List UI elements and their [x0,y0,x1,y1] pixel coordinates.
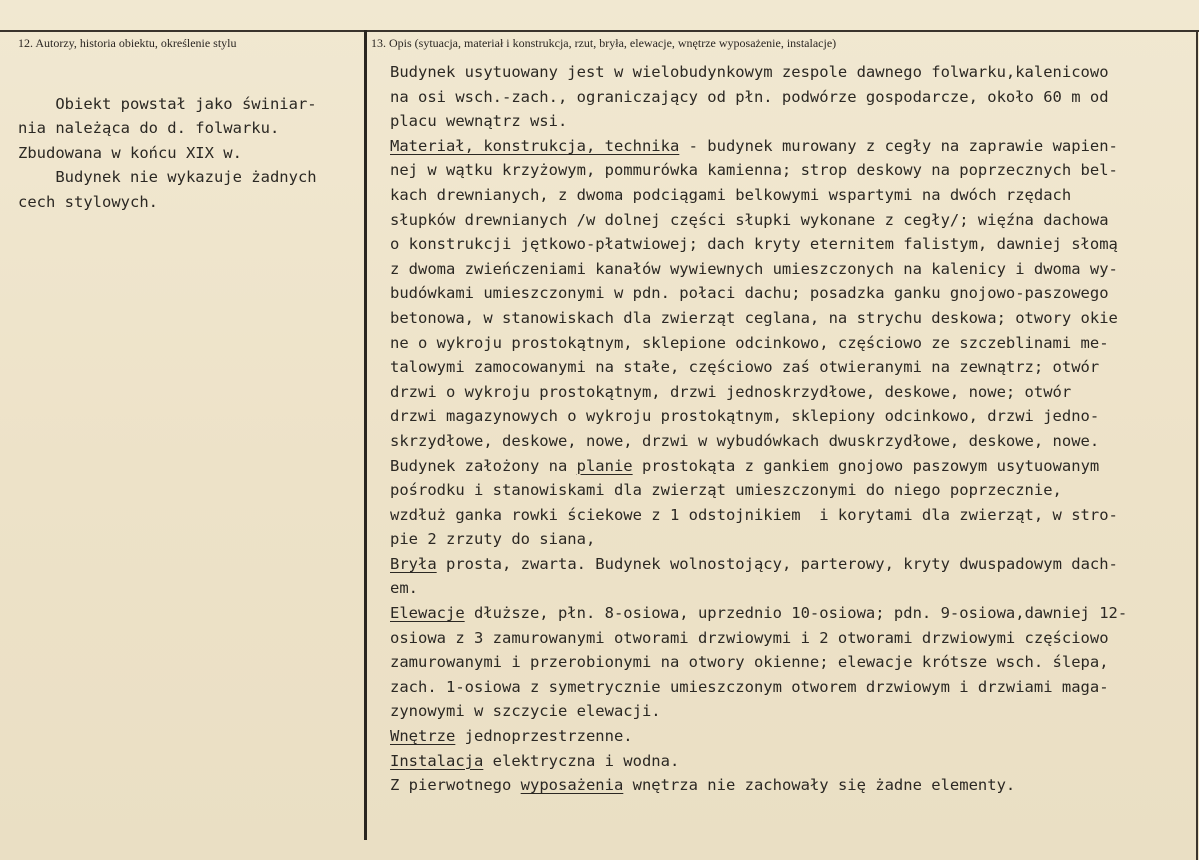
column-divider [364,30,367,840]
section-12-text [18,92,317,214]
text-line: Zbudowana w końcu XIX w. [18,143,242,162]
text-line: pośrodku i stanowiskami dla zwierząt umieszczonymi do niego poprzecznie, [390,481,1062,500]
text-line: Budynek usytuowany jest w wielobudynkowym zespole dawnego folwarku,kalenicowo [390,63,1109,81]
text-line: zach. 1-osiowa z symetrycznie umieszczonym otworem drzwiowym i drzwiami maga- [390,677,1109,696]
text-line: Obiekt powstał jako świniar- [18,95,317,113]
text-line: nej w wątku krzyżowym, pommurówka kamienna; strop deskowy na poprzecznych bel- [390,161,1118,180]
text-line: skrzydłowe, deskowe, nowe, drzwi w wybudówkach dwuskrzydłowe, deskowe, nowe. [390,431,1100,450]
text-line: Z pierwotnego wyposażenia wnętrza nie zachowały się żadne elementy. [390,776,1016,795]
section-12-header: 12. Autorzy, historia obiektu, określenie stylu [18,36,237,50]
text-line: ne o wykroju prostokątnym, sklepione odcinkowo, częściowo ze szczeblinami me- [390,333,1109,352]
text-line: Wnętrze jednoprzestrzenne. [390,727,633,746]
text-line: Budynek nie wykazuje żadnych [18,168,317,187]
text-line: słupków drewnianych /w dolnej części słupki wykonane z cegły/; więźna dachowa [390,210,1109,229]
text-line: nia należąca do d. folwarku. [18,119,280,138]
text-line: o konstrukcji jętkowo-płatwiowej; dach kryty eternitem falistym, dawniej słomą [390,235,1118,254]
text-line: pie 2 zrzuty do siana, [390,530,596,549]
text-line: drzwi o wykroju prostokątnym, drzwi jednoskrzydłowe, deskowe, nowe; otwór [390,382,1072,401]
text-line: placu wewnątrz wsi. [390,112,568,131]
text-line: zynowymi w szczycie elewacji. [390,702,661,721]
section-13-text [390,60,1127,798]
text-line: budówkami umieszczonymi w pdn. połaci dachu; posadzka ganku gnojowo-paszowego [390,284,1109,303]
text-line: z dwoma zwieńczeniami kanałów wywiewnych umieszczonych na kalenicy i dwoma wy- [390,259,1118,278]
right-border [1196,30,1198,860]
text-line: kach drewnianych, z dwoma podciągami belkowymi wspartymi na dwóch rzędach [390,185,1072,204]
text-line: em. [390,579,418,598]
text-line: na osi wsch.-zach., ograniczający od płn. podwórze gospodarcze, około 60 m od [390,87,1109,106]
text-line: zamurowanymi i przerobionymi na otwory okienne; elewacje krótsze wsch. ślepa, [390,653,1109,672]
top-rule [0,30,1199,32]
text-line: wzdłuż ganka rowki ściekowe z 1 odstojnikiem i korytami dla zwierząt, w stro- [390,505,1118,524]
text-line: betonowa, w stanowiskach dla zwierząt ceglana, na strychu deskowa; otwory okie [390,308,1118,327]
text-line: Bryła prosta, zwarta. Budynek wolnostojący, parterowy, kryty dwuspadowym dach- [390,554,1118,573]
text-line: Budynek założony na planie prostokąta z gankiem gnojowo paszowym usytuowanym [390,456,1100,475]
text-line: Elewacje dłuższe, płn. 8-osiowa, uprzednio 10-osiowa; pdn. 9-osiowa,dawniej 12- [390,604,1128,623]
text-line: cech stylowych. [18,192,158,211]
text-line: Instalacja elektryczna i wodna. [390,751,680,770]
section-13-header: 13. Opis (sytuacja, materiał i konstrukcja, rzut, bryła, elewacje, wnętrze wyposażenie, instalacje) [371,36,837,50]
text-line: Materiał, konstrukcja, technika - budynek murowany z cegły na zaprawie wapien- [390,136,1118,155]
text-line: osiowa z 3 zamurowanymi otworami drzwiowymi i 2 otworami drzwiowymi częściowo [390,628,1109,647]
text-line: talowymi zamocowanymi na stałe, częściowo zaś otwieranymi na zewnątrz; otwór [390,358,1100,377]
text-line: drzwi magazynowych o wykroju prostokątnym, sklepiony odcinkowo, drzwi jedno- [390,407,1100,426]
